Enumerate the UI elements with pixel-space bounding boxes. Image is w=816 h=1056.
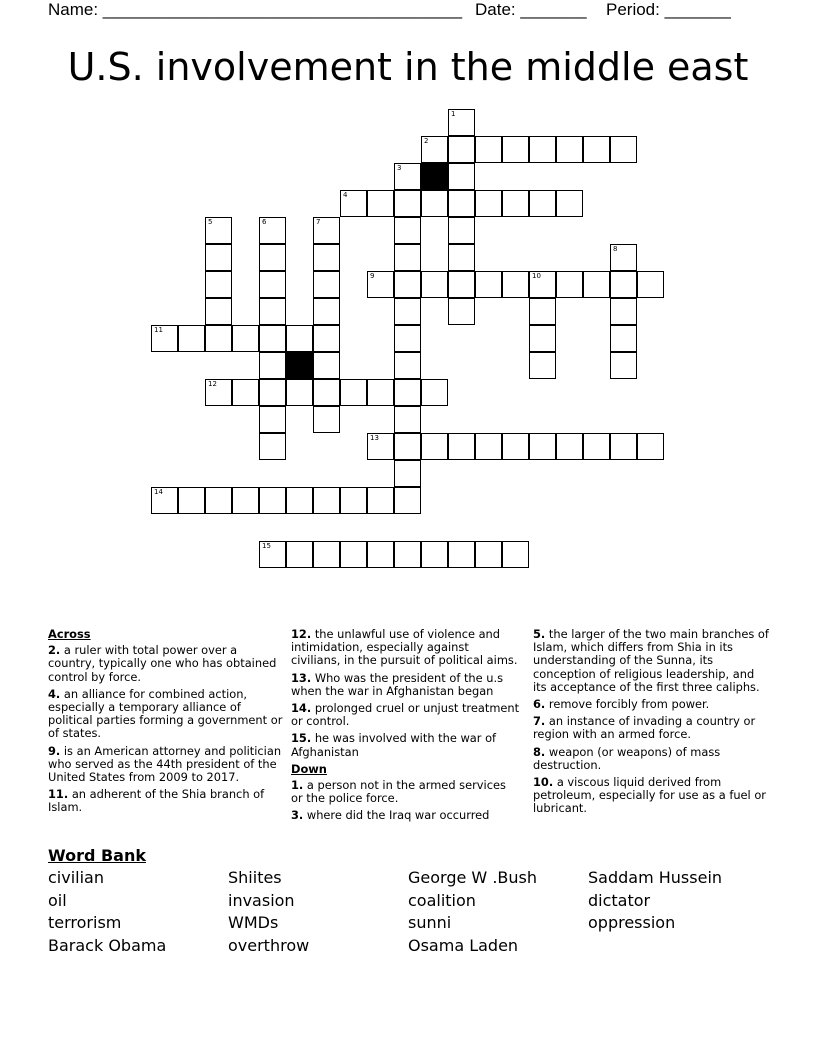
cell-number: 4 <box>343 191 348 199</box>
crossword-cell[interactable] <box>340 190 367 217</box>
crossword-cell[interactable] <box>259 298 286 325</box>
crossword-cell[interactable] <box>205 325 232 352</box>
crossword-cell[interactable] <box>313 217 340 244</box>
word-bank-item: oil <box>48 891 67 910</box>
clue-across-12: 12. the unlawful use of violence and intimidation, especially against civilians, in the pursuit of political aims. <box>291 627 518 668</box>
crossword-cell[interactable] <box>313 271 340 298</box>
crossword-cell[interactable] <box>583 136 610 163</box>
crossword-cell[interactable] <box>448 271 475 298</box>
crossword-cell[interactable] <box>448 163 475 190</box>
crossword-cell[interactable] <box>394 271 421 298</box>
word-bank-item: George W .Bush <box>408 868 537 887</box>
cell-number: 1 <box>451 110 456 118</box>
word-bank-item: sunni <box>408 913 452 932</box>
crossword-cell[interactable] <box>475 136 502 163</box>
cell-number: 7 <box>316 218 321 226</box>
page-title: U.S. involvement in the middle east <box>67 45 749 89</box>
cell-number: 14 <box>154 488 163 496</box>
word-bank-item: Shiites <box>228 868 282 887</box>
crossword-cell[interactable] <box>448 217 475 244</box>
crossword-cell[interactable] <box>556 271 583 298</box>
crossword-cell[interactable] <box>259 352 286 379</box>
crossword-cell[interactable] <box>367 433 394 460</box>
crossword-cell[interactable] <box>394 244 421 271</box>
crossword-cell[interactable] <box>367 271 394 298</box>
crossword-cell[interactable] <box>610 136 637 163</box>
cell-number: 2 <box>424 137 429 145</box>
down-heading: Down <box>291 761 327 776</box>
word-bank-title: Word Bank <box>48 846 147 865</box>
crossword-cell[interactable] <box>259 487 286 514</box>
crossword-cell[interactable] <box>286 379 313 406</box>
crossword-cell[interactable] <box>313 298 340 325</box>
crossword-cell[interactable] <box>394 163 421 190</box>
crossword-cell[interactable] <box>394 190 421 217</box>
crossword-cell[interactable] <box>205 217 232 244</box>
crossword-cell[interactable] <box>583 271 610 298</box>
cell-number: 12 <box>208 380 217 388</box>
word-bank-item: Osama Laden <box>408 936 519 955</box>
crossword-cell[interactable] <box>610 433 637 460</box>
date-field: Date: _______ <box>475 0 587 19</box>
crossword-cell[interactable] <box>394 541 421 568</box>
crossword-cell[interactable] <box>151 487 178 514</box>
clue-down-10: 10. a viscous liquid derived from petroleum, especially for use as a fuel or lubricant. <box>533 775 766 816</box>
cell-number: 15 <box>262 542 271 550</box>
crossword-cell[interactable] <box>286 325 313 352</box>
crossword-cell[interactable] <box>232 487 259 514</box>
crossword-cell[interactable] <box>475 433 502 460</box>
crossword-cell[interactable] <box>502 190 529 217</box>
crossword-cell[interactable] <box>394 298 421 325</box>
word-bank-item: dictator <box>588 891 651 910</box>
crossword-cell[interactable] <box>529 298 556 325</box>
crossword-cell[interactable] <box>286 487 313 514</box>
crossword-cell[interactable] <box>340 379 367 406</box>
crossword-cell[interactable] <box>394 217 421 244</box>
crossword-cell[interactable] <box>637 433 664 460</box>
crossword-cell[interactable] <box>448 244 475 271</box>
crossword-cell[interactable] <box>340 541 367 568</box>
crossword-cell[interactable] <box>583 433 610 460</box>
crossword-cell[interactable] <box>178 325 205 352</box>
crossword-cell[interactable] <box>205 271 232 298</box>
crossword-cell[interactable] <box>475 190 502 217</box>
crossword-cell[interactable] <box>529 136 556 163</box>
clue-across-15: 15. he was involved with the war of Afghanistan <box>291 731 497 759</box>
word-bank-item: terrorism <box>48 913 122 932</box>
crossword-cell[interactable] <box>151 325 178 352</box>
crossword-cell[interactable] <box>313 379 340 406</box>
crossword-cell[interactable] <box>205 487 232 514</box>
crossword-cell[interactable] <box>529 352 556 379</box>
clue-down-8: 8. weapon (or weapons) of mass destruction. <box>533 744 721 772</box>
crossword-cell[interactable] <box>394 352 421 379</box>
clue-across-13: 13. Who was the president of the u.s when the war in Afghanistan began <box>291 670 504 698</box>
crossword-cell[interactable] <box>421 190 448 217</box>
clues-column-1 <box>48 628 284 819</box>
cell-number: 5 <box>208 218 213 226</box>
cell-number: 6 <box>262 218 267 226</box>
cell-number: 11 <box>154 326 163 334</box>
clue-down-5: 5. the larger of the two main branches of Islam, which differs from Shia in its understanding of the Sunna, its conception of religious leadership, and its acceptance of the first three caliphs. <box>533 627 769 694</box>
crossword-cell[interactable] <box>313 352 340 379</box>
crossword-cell[interactable] <box>205 379 232 406</box>
name-field: Name: ______________________________________ <box>48 0 463 19</box>
crossword-cell[interactable] <box>313 487 340 514</box>
clue-down-1: 1. a person not in the armed services or the police force. <box>291 778 506 806</box>
crossword-cell[interactable] <box>394 325 421 352</box>
clue-down-6: 6. remove forcibly from power. <box>533 697 710 712</box>
clue-across-4: 4. an alliance for combined action, especially a temporary alliance of political parties forming a government or of states. <box>48 686 283 741</box>
crossword-cell[interactable] <box>502 433 529 460</box>
cell-number: 9 <box>370 272 375 280</box>
crossword-cell[interactable] <box>448 190 475 217</box>
clue-down-3: 3. where did the Iraq war occurred <box>291 808 490 823</box>
crossword-cell[interactable] <box>421 433 448 460</box>
crossword-cell[interactable] <box>448 136 475 163</box>
crossword-cell[interactable] <box>421 271 448 298</box>
crossword-cell[interactable] <box>610 298 637 325</box>
crossword-cell[interactable] <box>502 136 529 163</box>
clue-down-7: 7. an instance of invading a country or region with an armed force. <box>533 714 756 742</box>
crossword-cell[interactable] <box>259 406 286 433</box>
crossword-cell[interactable] <box>421 379 448 406</box>
cell-number: 3 <box>397 164 402 172</box>
clue-across-11: 11. an adherent of the Shia branch of Islam. <box>48 787 265 815</box>
cell-number: 8 <box>613 245 618 253</box>
crossword-black-cell <box>421 163 448 190</box>
crossword-cell[interactable] <box>475 271 502 298</box>
clues-column-2 <box>291 628 521 827</box>
word-bank-item: oppression <box>588 913 676 932</box>
crossword-cell[interactable] <box>205 244 232 271</box>
crossword-cell[interactable] <box>394 433 421 460</box>
crossword-cell[interactable] <box>421 136 448 163</box>
crossword-cell[interactable] <box>502 541 529 568</box>
crossword-cell[interactable] <box>502 271 529 298</box>
crossword-cell[interactable] <box>313 325 340 352</box>
crossword-cell[interactable] <box>394 406 421 433</box>
crossword-cell[interactable] <box>286 541 313 568</box>
crossword-cell[interactable] <box>610 271 637 298</box>
crossword-cell[interactable] <box>637 271 664 298</box>
crossword-cell[interactable] <box>313 541 340 568</box>
crossword-cell[interactable] <box>610 244 637 271</box>
crossword-cell[interactable] <box>610 325 637 352</box>
crossword-cell[interactable] <box>313 244 340 271</box>
crossword-cell[interactable] <box>367 379 394 406</box>
cell-number: 13 <box>370 434 379 442</box>
clues-column-3 <box>533 628 769 820</box>
clue-across-2: 2. a ruler with total power over a country, typically one who has obtained control by force. <box>48 643 277 684</box>
crossword-cell[interactable] <box>367 541 394 568</box>
crossword-cell[interactable] <box>340 487 367 514</box>
word-bank-item: coalition <box>408 891 476 910</box>
crossword-black-cell <box>286 352 313 379</box>
word-bank-item: WMDs <box>228 913 279 932</box>
crossword-cell[interactable] <box>556 136 583 163</box>
crossword-cell[interactable] <box>259 433 286 460</box>
crossword-cell[interactable] <box>394 460 421 487</box>
word-bank-item: overthrow <box>228 936 310 955</box>
crossword-cell[interactable] <box>448 433 475 460</box>
word-bank-item: civilian <box>48 868 104 887</box>
across-heading: Across <box>48 627 91 641</box>
period-field: Period: _______ <box>606 0 731 19</box>
crossword-cell[interactable] <box>529 271 556 298</box>
crossword-cell[interactable] <box>610 352 637 379</box>
crossword-cell[interactable] <box>448 298 475 325</box>
word-bank-item: Saddam Hussein <box>588 868 723 887</box>
crossword-cell[interactable] <box>259 379 286 406</box>
crossword-cell[interactable] <box>259 244 286 271</box>
crossword-cell[interactable] <box>394 487 421 514</box>
crossword-cell[interactable] <box>529 433 556 460</box>
crossword-cell[interactable] <box>232 325 259 352</box>
crossword-cell[interactable] <box>556 433 583 460</box>
crossword-cell[interactable] <box>529 325 556 352</box>
crossword-cell[interactable] <box>259 325 286 352</box>
clue-across-14: 14. prolonged cruel or unjust treatment or control. <box>291 701 520 729</box>
crossword-cell[interactable] <box>448 109 475 136</box>
crossword-cell[interactable] <box>178 487 205 514</box>
crossword-cell[interactable] <box>448 541 475 568</box>
crossword-cell[interactable] <box>475 541 502 568</box>
cell-number: 10 <box>532 272 541 280</box>
crossword-cell[interactable] <box>421 541 448 568</box>
crossword-cell[interactable] <box>367 190 394 217</box>
crossword-cell[interactable] <box>259 541 286 568</box>
crossword-cell[interactable] <box>232 379 259 406</box>
word-bank-item: invasion <box>228 891 295 910</box>
crossword-cell[interactable] <box>259 217 286 244</box>
crossword-cell[interactable] <box>313 406 340 433</box>
word-bank-item: Barack Obama <box>48 936 167 955</box>
crossword-cell[interactable] <box>259 271 286 298</box>
crossword-cell[interactable] <box>367 487 394 514</box>
crossword-cell[interactable] <box>556 190 583 217</box>
crossword-cell[interactable] <box>394 379 421 406</box>
crossword-cell[interactable] <box>529 190 556 217</box>
crossword-cell[interactable] <box>205 298 232 325</box>
clue-across-9: 9. is an American attorney and politician who served as the 44th president of the United States from 2009 to 2017. <box>48 743 282 785</box>
